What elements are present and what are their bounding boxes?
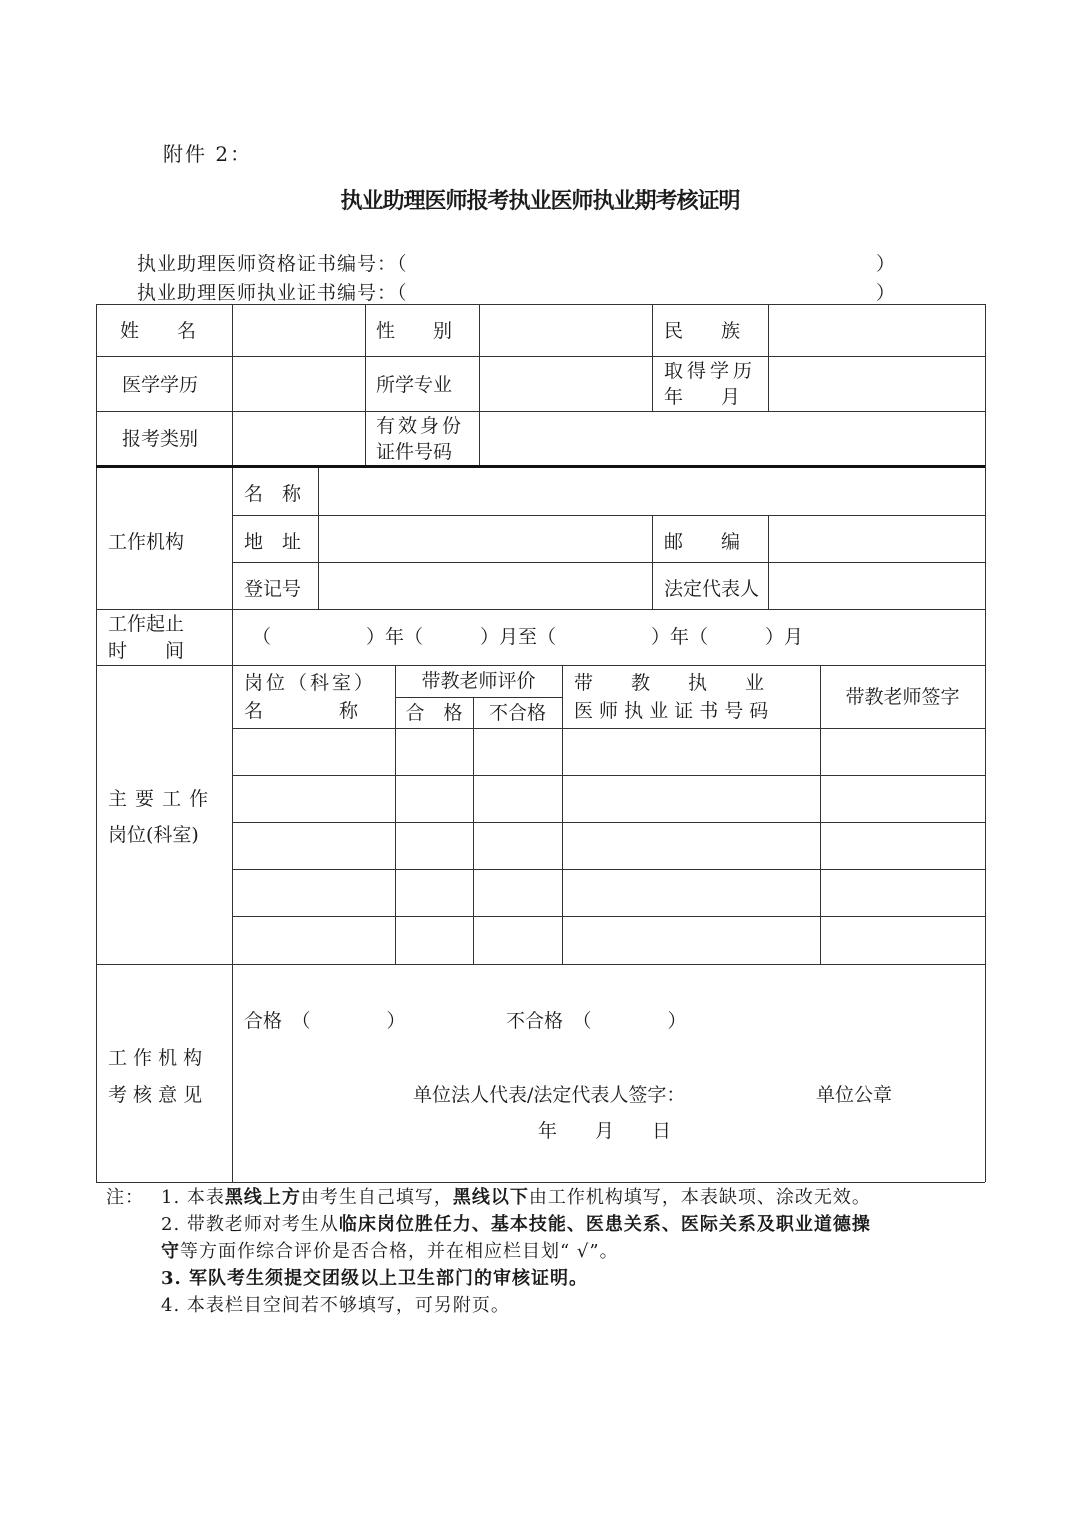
- id-number-field[interactable]: [480, 412, 984, 464]
- ethnicity-label: 民 族: [664, 320, 741, 342]
- institution-name-label: 名 称: [244, 483, 302, 505]
- legal-rep-field[interactable]: [769, 563, 984, 608]
- category-field[interactable]: [233, 412, 364, 464]
- name-label: 姓 名: [120, 320, 197, 342]
- table-row[interactable]: [233, 823, 984, 868]
- ethnicity-field[interactable]: [769, 305, 984, 355]
- reg-no-label: 登记号: [244, 578, 302, 600]
- major-label: 所学专业: [376, 374, 453, 396]
- note-1-b: 黑线上方: [224, 1187, 301, 1208]
- qualification-cert-close: ）: [876, 253, 896, 275]
- id-label-2: 证件号码: [376, 441, 453, 463]
- legal-rep-signature-label: 单位法人代表/法定代表人签字：: [413, 1084, 686, 1106]
- category-label: 报考类别: [122, 428, 199, 450]
- postcode-label: 邮 编: [664, 531, 741, 553]
- reg-no-field[interactable]: [319, 563, 651, 608]
- period-field[interactable]: （ ）年（ ）月至（ ）年（ ）月: [252, 626, 804, 648]
- note-2-b: 临床岗位胜任力、基本技能、医患关系、医际关系及职业道德操: [338, 1214, 871, 1235]
- note-2: [161, 1211, 871, 1239]
- note-1: [161, 1184, 871, 1212]
- pass-col-header: 合 格: [405, 702, 463, 724]
- row-line: [96, 665, 985, 666]
- name-field[interactable]: [233, 305, 364, 355]
- degree-year-field[interactable]: [769, 357, 984, 410]
- gender-field[interactable]: [480, 305, 651, 355]
- row-line: [395, 697, 562, 698]
- note-2-a: 2. 带教老师对考生从: [161, 1214, 339, 1235]
- legal-rep-label: 法定代表人: [664, 578, 760, 600]
- col-line: [652, 515, 653, 609]
- id-label-1: 有效身份: [376, 415, 465, 437]
- major-field[interactable]: [480, 357, 651, 410]
- qualification-cert-line: 执业助理医师资格证书编号：（: [137, 253, 408, 275]
- institution-address-label: 地 址: [244, 531, 302, 553]
- table-bottom-border: [96, 1182, 985, 1183]
- note-3-text: 3. 军队考生须提交团级以上卫生部门的审核证明。: [161, 1268, 589, 1289]
- period-label-1: 工作起止: [108, 613, 185, 635]
- table-left-border: [96, 304, 97, 1182]
- opinion-pass-option[interactable]: 合格 （ ）: [244, 1010, 406, 1032]
- unit-seal-label: 单位公章: [816, 1084, 893, 1106]
- row-line: [96, 609, 985, 610]
- table-row[interactable]: [233, 917, 984, 963]
- posts-label-2: 岗位(科室): [108, 824, 199, 846]
- note-2-c: 守: [161, 1241, 180, 1262]
- practice-cert-close: ）: [876, 282, 896, 304]
- institution-address-field[interactable]: [319, 516, 651, 561]
- cert-col-header-1: 带 教 执 业: [574, 672, 765, 694]
- note-1-a: 1. 本表: [161, 1187, 225, 1208]
- sign-col-header: 带教老师签字: [845, 686, 960, 708]
- post-col-header-1: 岗位（科室）: [244, 672, 377, 694]
- col-line: [652, 304, 653, 411]
- note-4: 4. 本表栏目空间若不够填写，可另附页。: [161, 1295, 510, 1316]
- table-right-border: [985, 304, 986, 1182]
- degree-year-label-2: 年 月: [664, 386, 741, 408]
- education-field[interactable]: [233, 357, 364, 410]
- opinion-label-1: 工 作 机 构: [108, 1047, 203, 1069]
- opinion-fail-option[interactable]: 不合格 （ ）: [506, 1010, 687, 1032]
- note-1-c: 由考生自己填写，: [300, 1187, 453, 1208]
- note-2-cont: [161, 1238, 619, 1266]
- eval-col-header: 带教老师评价: [421, 670, 536, 692]
- gender-label: 性 别: [376, 320, 453, 342]
- practice-cert-line: 执业助理医师执业证书编号：（: [137, 282, 408, 304]
- table-row[interactable]: [233, 870, 984, 915]
- opinion-label-2: 考 核 意 见: [108, 1084, 203, 1106]
- opinion-date: 年 月 日: [538, 1120, 672, 1142]
- note-2-d: 等方面作综合评价是否合格，并在相应栏目划“ √”。: [180, 1241, 619, 1262]
- notes-prefix: 注：: [106, 1187, 144, 1208]
- page-title: 执业助理医师报考执业医师执业期考核证明: [340, 189, 740, 214]
- education-label: 医学学历: [122, 374, 199, 396]
- note-3: [161, 1265, 588, 1293]
- cert-col-header-2: 医 师 执 业 证 书 号 码: [574, 700, 769, 722]
- black-divider-line: [96, 465, 985, 468]
- row-line: [96, 964, 985, 965]
- institution-label: 工作机构: [108, 531, 185, 553]
- posts-label-1: 主 要 工 作: [108, 788, 210, 810]
- post-col-header-2: 名 称: [244, 700, 359, 722]
- note-1-e: 由工作机构填写，本表缺项、涂改无效。: [528, 1187, 871, 1208]
- annex-label: 附件 2：: [163, 142, 253, 166]
- table-row[interactable]: [233, 776, 984, 821]
- institution-name-field[interactable]: [319, 469, 984, 514]
- col-line: [365, 304, 366, 465]
- degree-year-label-1: 取得学历: [664, 360, 757, 382]
- postcode-field[interactable]: [769, 516, 984, 561]
- note-1-d: 黑线以下: [452, 1187, 529, 1208]
- table-row[interactable]: [233, 729, 984, 774]
- fail-col-header: 不合格: [488, 702, 546, 724]
- period-label-2: 时 间: [108, 640, 185, 662]
